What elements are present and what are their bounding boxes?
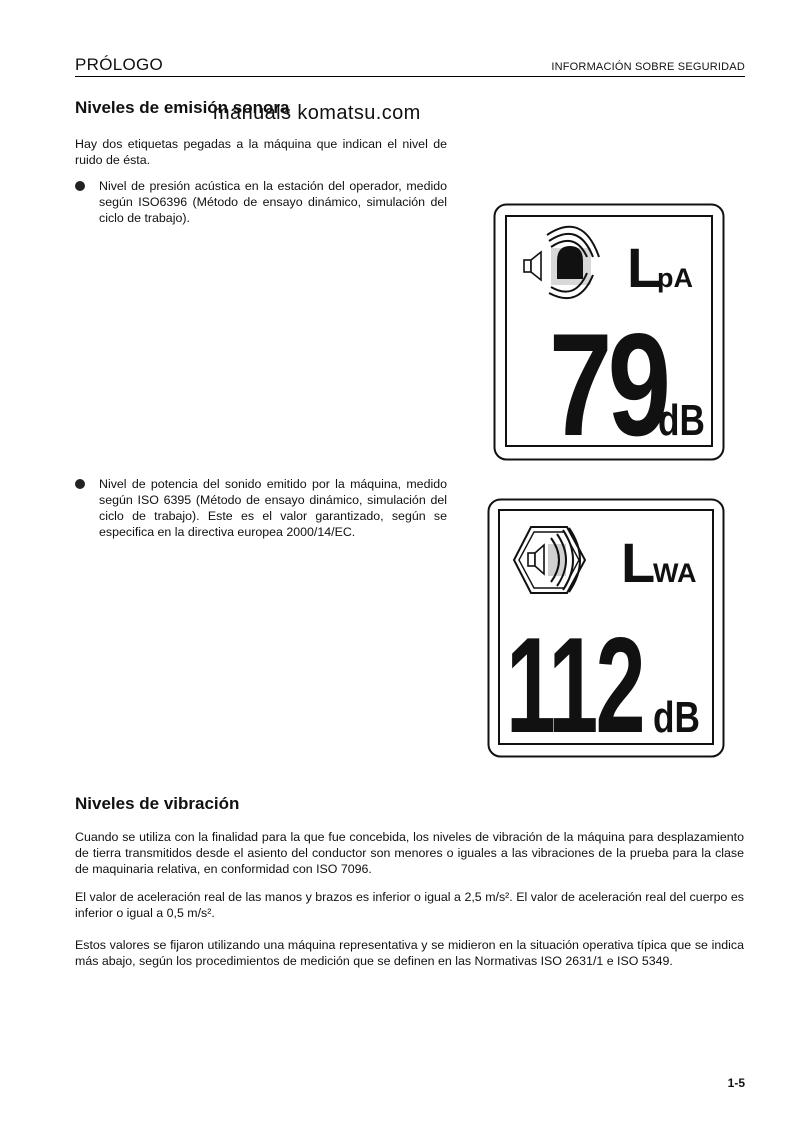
label-symbol-sub: pA (657, 263, 693, 293)
bullet-dot-icon (75, 181, 85, 191)
label-value: 112 (506, 610, 643, 758)
label-symbol-main: L (627, 236, 662, 299)
noise-heading: Niveles de emisión sonora (75, 98, 290, 117)
label-value: 79 (549, 302, 667, 461)
label-symbol-main: L (621, 531, 656, 594)
vibration-heading: Niveles de vibración (75, 794, 240, 813)
label-unit: dB (653, 693, 700, 742)
bullet-text: Nivel de presión acústica en la estación del operador, medido según ISO6396 (Método de ensayo dinámico, simulación del ciclo de trabajo). (99, 179, 447, 225)
noise-label-lpa (493, 203, 725, 461)
vibration-paragraph: Estos valores se fijaron utilizando una máquina representativa y se midieron en la situación operativa típica que se indica más abajo, según los procedimientos de medición que se definen en las Normativas ISO 2631/1 e ISO 5349. (75, 938, 744, 968)
noise-bullet-power (75, 476, 447, 540)
noise-bullet-pressure (75, 178, 447, 226)
noise-intro-paragraph: Hay dos etiquetas pegadas a la máquina que indican el nivel de ruido de ésta. (75, 137, 447, 167)
header-divider (75, 76, 745, 77)
label-unit: dB (658, 396, 705, 445)
header-subsection-title: INFORMACIÓN SOBRE SEGURIDAD (551, 61, 745, 73)
watermark: manuals komatsu.com (213, 102, 421, 124)
bullet-text: Nivel de potencia del sonido emitido por la máquina, medido según ISO 6395 (Método de ensayo dinámico, simulación del ciclo de trabajo). Este es el valor garantizado, según se especifica en la directiva europea 2000/14/EC. (99, 477, 447, 539)
page-number: 1-5 (727, 1076, 745, 1090)
label-symbol-sub: WA (653, 558, 697, 588)
header-section-title: PRÓLOGO (75, 55, 164, 74)
bullet-dot-icon (75, 479, 85, 489)
noise-label-lwa (487, 498, 725, 758)
vibration-paragraph: El valor de aceleración real de las manos y brazos es inferior o igual a 2,5 m/s². El valor de aceleración real del cuerpo es inferior o igual a 0,5 m/s². (75, 890, 744, 920)
vibration-paragraph: Cuando se utiliza con la finalidad para la que fue concebida, los niveles de vibración de la máquina para desplazamiento de tierra transmitidos desde el asiento del conductor son menores o iguales a las vibraciones de la prueba para la clase de maquinaria relativa, en conformidad con ISO 7096. (75, 830, 744, 876)
